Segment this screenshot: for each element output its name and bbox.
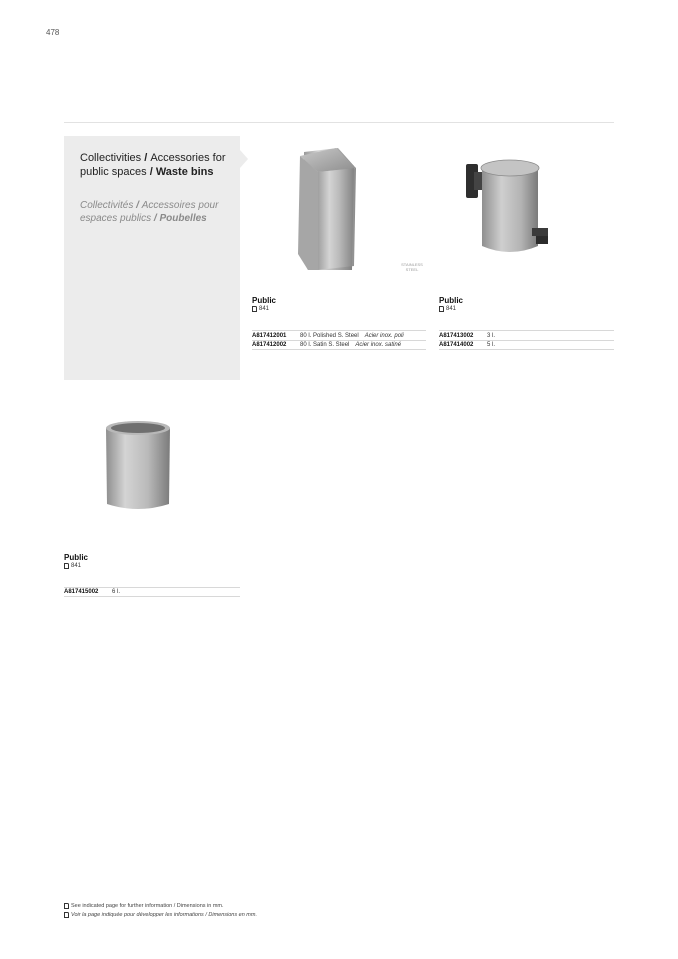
reference-description: 5 l. bbox=[487, 342, 496, 348]
category-title-fr bbox=[80, 199, 232, 225]
page-reference[interactable] bbox=[439, 306, 456, 312]
reference-description: 3 l. bbox=[487, 332, 496, 339]
page-icon bbox=[64, 912, 69, 918]
category-level-2-fr: Accessoires pour espaces publics bbox=[80, 200, 219, 224]
page-icon bbox=[64, 563, 69, 569]
category-separator: / bbox=[146, 166, 156, 178]
category-level-3-fr: Poubelles bbox=[159, 213, 207, 224]
table-row bbox=[439, 340, 614, 350]
table-row bbox=[439, 330, 614, 340]
stainless-steel-badge: STAINLESS STEEL bbox=[401, 262, 423, 272]
page-number: 478 bbox=[46, 28, 60, 37]
footer-text-fr: Voir la page indiquée pour développer les informations / Dimensions en mm. bbox=[71, 912, 257, 918]
reference-table bbox=[439, 330, 614, 350]
footer-note-en bbox=[64, 903, 224, 909]
page-ref-number: 841 bbox=[446, 306, 457, 312]
category-separator: / bbox=[141, 152, 151, 164]
category-separator: / bbox=[151, 213, 160, 224]
page-reference[interactable] bbox=[64, 563, 81, 569]
top-divider bbox=[64, 122, 614, 123]
product-name: Public bbox=[64, 553, 89, 562]
reference-description: 80 l. Satin S. Steel bbox=[300, 342, 350, 348]
table-row bbox=[252, 330, 426, 340]
category-level-1-fr: Collectivités bbox=[80, 200, 134, 211]
page-reference[interactable] bbox=[252, 306, 269, 312]
panel-pointer bbox=[240, 150, 248, 168]
category-separator: / bbox=[133, 200, 142, 211]
reference-table bbox=[64, 587, 240, 597]
product-name: Public bbox=[252, 296, 277, 305]
reference-code: A817412002 bbox=[252, 342, 287, 348]
category-level-3: Waste bins bbox=[155, 166, 214, 178]
reference-description-fr: Acier inox. satiné bbox=[355, 342, 402, 348]
footer-text-en: See indicated page for further information / Dimensions in mm. bbox=[71, 903, 224, 909]
product-name: Public bbox=[439, 296, 464, 305]
reference-code: A817413002 bbox=[439, 332, 474, 339]
page-icon bbox=[439, 306, 444, 312]
pedal-waste-bin-image bbox=[462, 150, 554, 262]
category-level-1: Collectivities bbox=[80, 152, 142, 164]
page-ref-number: 841 bbox=[71, 563, 82, 569]
reference-description: 80 l. Polished S. Steel bbox=[300, 332, 359, 339]
category-panel bbox=[64, 136, 240, 380]
category-title-en bbox=[80, 151, 230, 179]
page-ref-number: 841 bbox=[259, 306, 270, 312]
table-row bbox=[252, 340, 426, 350]
cylinder-waste-bin-image bbox=[98, 416, 178, 516]
reference-description-fr: Acier inox. poli bbox=[364, 332, 404, 339]
reference-code: A817414002 bbox=[439, 342, 474, 348]
reference-code: A817412001 bbox=[252, 332, 287, 339]
reference-description: 6 l. bbox=[112, 589, 121, 595]
category-level-2: Accessories for public spaces bbox=[80, 152, 226, 178]
table-row bbox=[64, 587, 240, 597]
reference-code: A817415002 bbox=[64, 589, 99, 595]
page-icon bbox=[64, 903, 69, 909]
page-icon bbox=[252, 306, 257, 312]
reference-table bbox=[252, 330, 426, 350]
footer-note-fr bbox=[64, 912, 257, 918]
tall-waste-bin-image bbox=[278, 142, 370, 274]
